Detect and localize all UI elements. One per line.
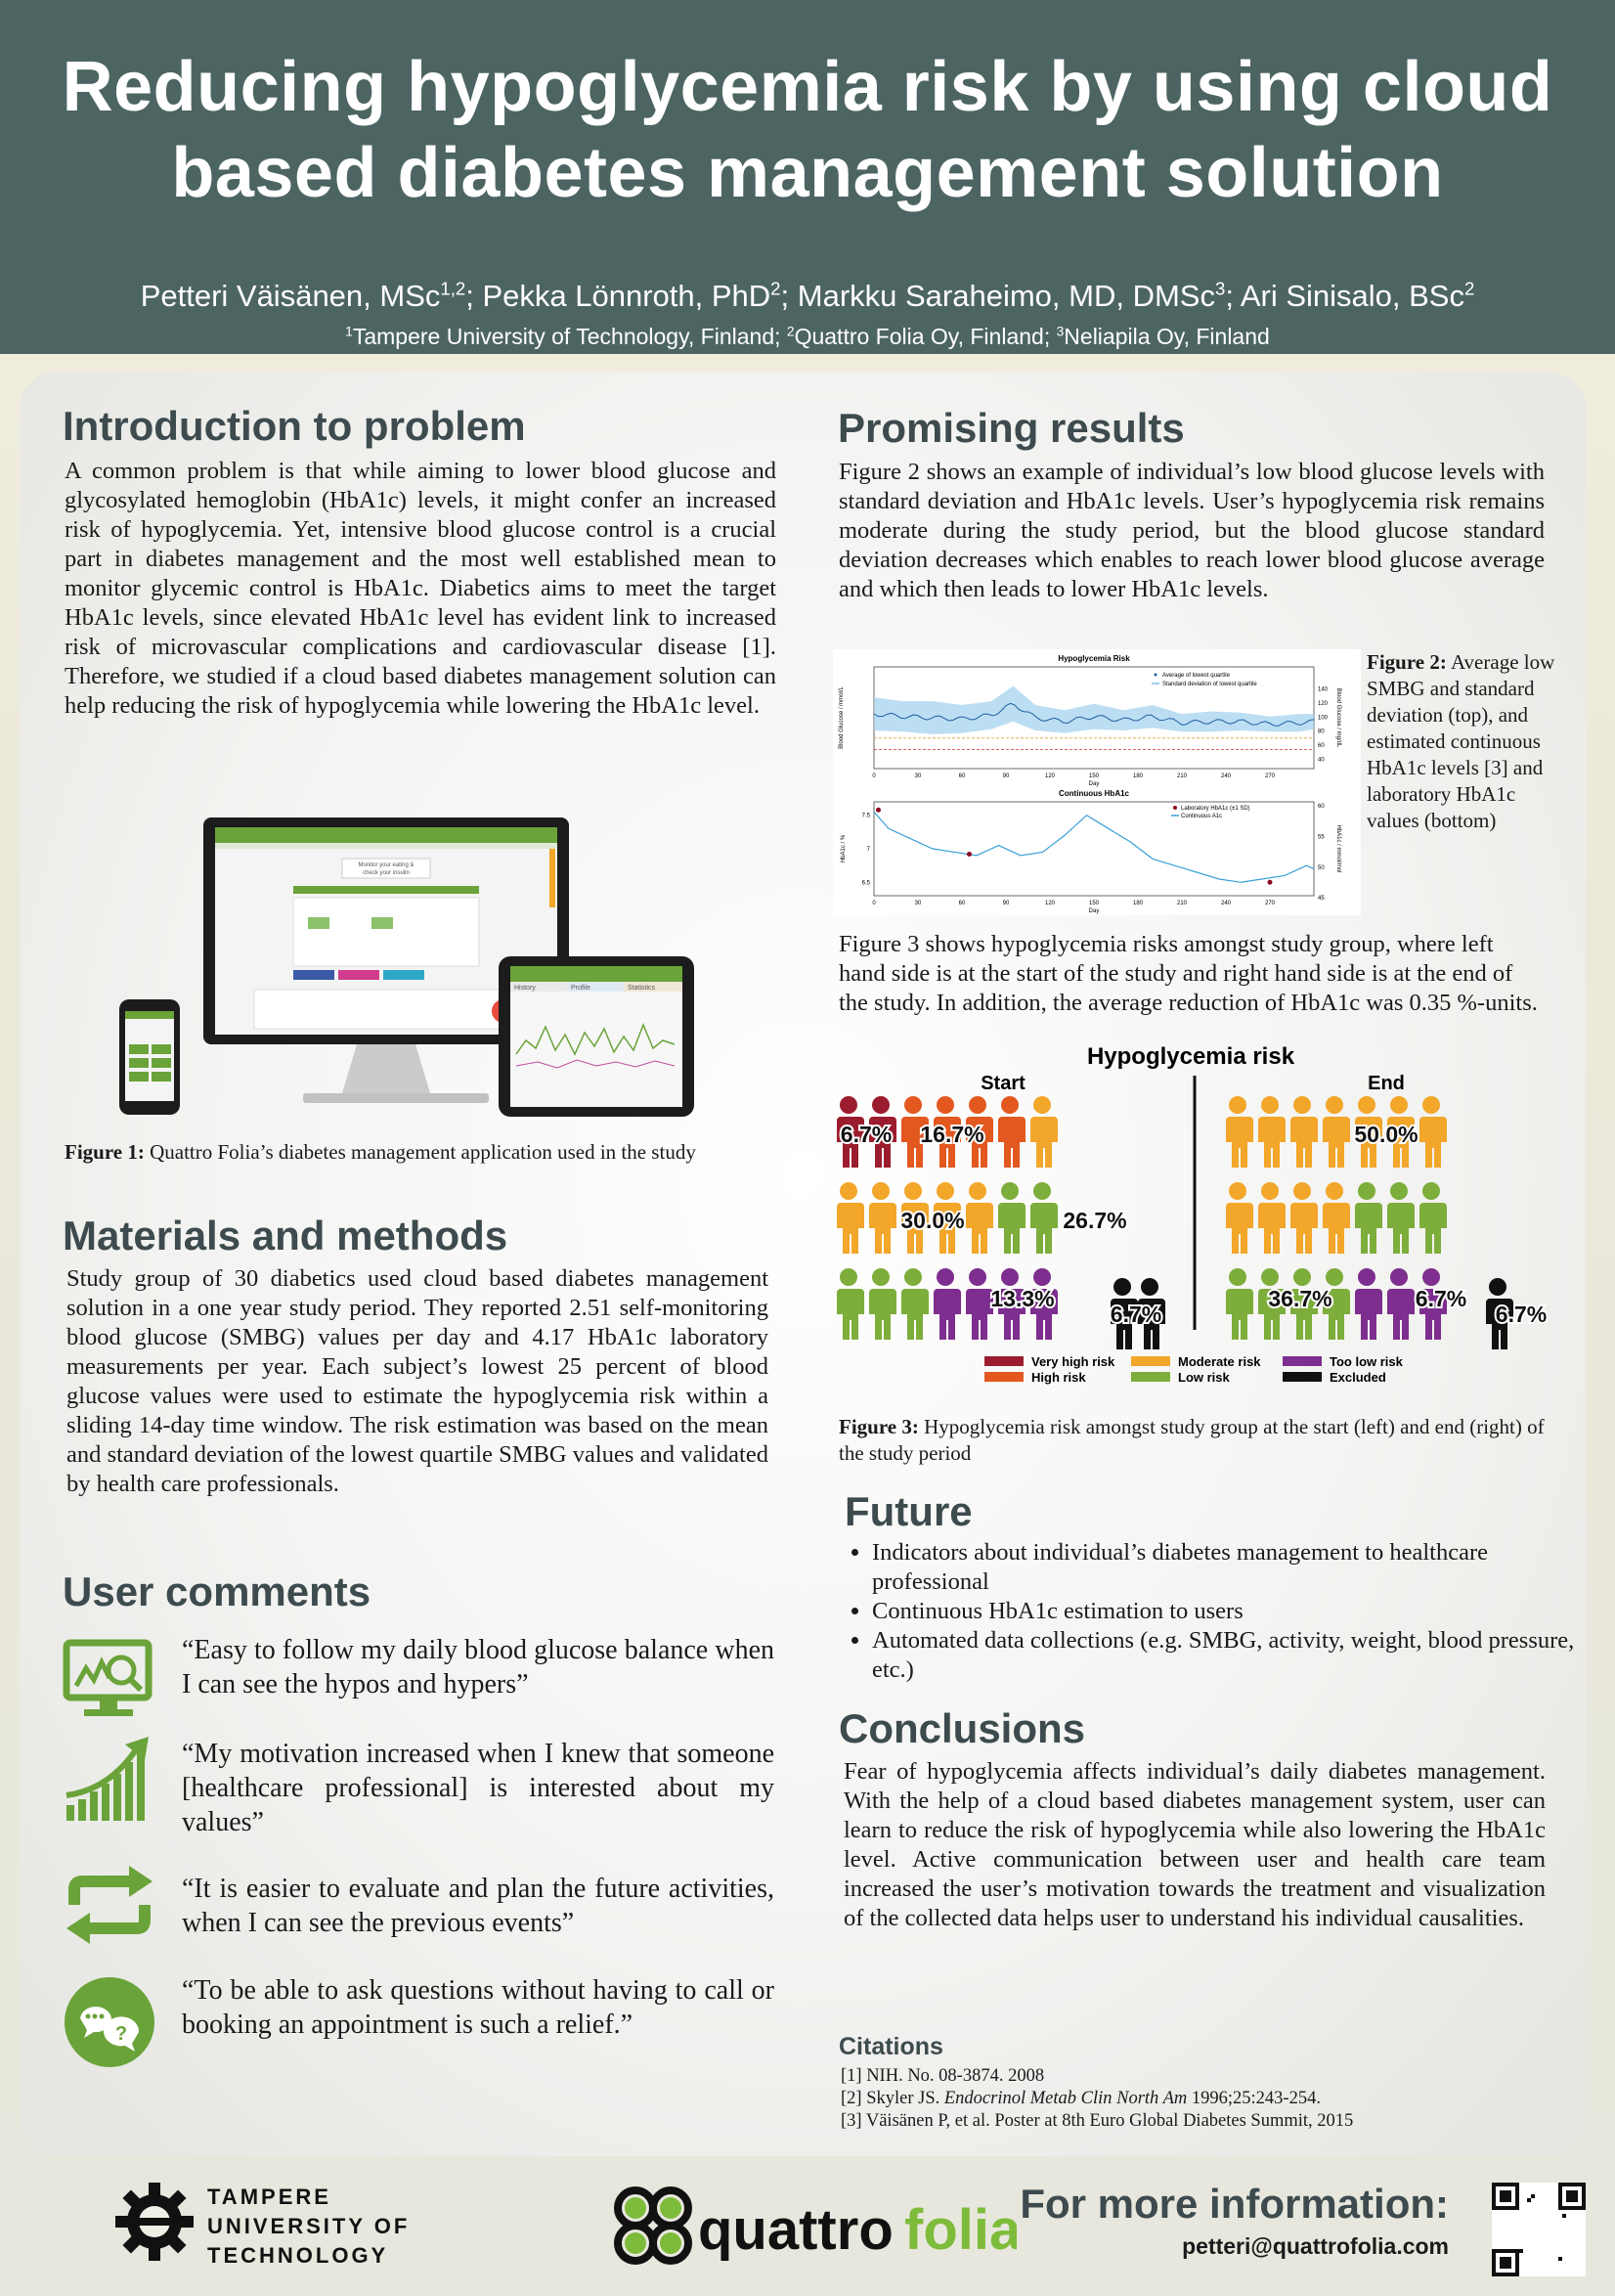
person-start xyxy=(837,1268,864,1340)
person-end xyxy=(1323,1096,1350,1168)
person-start xyxy=(901,1268,929,1340)
user-quote-2: “My motivation increased when I knew that someone [healthcare professional] is interested about my values” xyxy=(182,1739,774,1837)
chart2-continuous-line xyxy=(874,812,1314,882)
affiliation-list: $^1$Tampere University of Technology, Finland; $^2$Quattro Folia Oy, Finland; $^3$Neliapila Oy, Finland xyxy=(345,324,1270,349)
person-start xyxy=(966,1182,993,1254)
fig3-start-excluded-pct: 6.7% xyxy=(1110,1302,1162,1327)
chart1-sd-band xyxy=(874,686,1314,734)
citation-item: [1] NIH. No. 08-3874. 2008 xyxy=(841,2066,1045,2086)
figure3 xyxy=(833,1037,1556,1398)
contact-email[interactable]: petteri@quattrofolia.com xyxy=(1182,2233,1449,2259)
chart1-ytick-right: 120 xyxy=(1318,700,1329,707)
person-end xyxy=(1355,1268,1382,1340)
person-start xyxy=(998,1182,1026,1254)
methods-heading: Materials and methods xyxy=(63,1213,508,1258)
fig3-start-too-low-pct: 13.3% xyxy=(990,1286,1055,1311)
person-start xyxy=(869,1182,896,1254)
chart1-xtick: 90 xyxy=(1002,773,1010,779)
user-quote-4: “To be able to ask questions without having to call or booking an appointment is such a relief.” xyxy=(182,1975,774,2040)
author-name: Markku Saraheimo, MD, DMSc$^3$ xyxy=(797,278,1226,313)
fig3-legend-label: Very high risk xyxy=(1031,1354,1115,1369)
chart2-xtick: 240 xyxy=(1220,901,1232,906)
results-text-2: Figure 3 shows hypoglycemia risks amongst study group, where left hand side is at the start of the study and right hand side is at the end of the study. In addition, the average reduction of HbA1c was 0.35 %-units. xyxy=(839,931,1538,1016)
affiliation: $^2$Quattro Folia Oy, Finland xyxy=(786,324,1044,349)
chart1-xtick: 240 xyxy=(1220,773,1232,779)
person-end xyxy=(1387,1268,1415,1340)
chart2-xtick: 270 xyxy=(1264,901,1276,906)
fig3-legend-label: Excluded xyxy=(1330,1370,1386,1385)
future-item: • Automated data collections (e.g. SMBG, activity, weight, blood pressure, etc.) xyxy=(872,1626,1576,1685)
fig3-end-excluded-pct: 6.7% xyxy=(1495,1302,1548,1327)
chart2-ytick: 7 xyxy=(866,847,870,853)
fig3-legend-swatch xyxy=(984,1372,1024,1382)
chart2-title: Continuous HbA1c xyxy=(1059,789,1129,798)
person-start xyxy=(998,1096,1026,1168)
chart1-ytick-right: 140 xyxy=(1318,686,1329,693)
figure2-charts xyxy=(833,649,1361,915)
fig3-legend-label: Low risk xyxy=(1178,1370,1230,1385)
chart2-xtick: 0 xyxy=(872,901,876,906)
tut-line-3: TECHNOLOGY xyxy=(207,2243,389,2268)
chart1-legend-sd: Standard deviation of lowest quartile xyxy=(1162,682,1257,687)
fig3-legend-swatch xyxy=(984,1356,1024,1366)
citation-item: [2] Skyler JS. Endocrinol Metab Clin North Am 1996;25:243-254. xyxy=(841,2089,1321,2108)
poster-title xyxy=(0,0,1615,216)
chart1-ylabel-right: Blood Glucose / mg/dL xyxy=(1335,687,1341,748)
chart2-xtick: 30 xyxy=(914,901,922,906)
chart2-lab-point xyxy=(967,852,972,857)
user-quote-1: “Easy to follow my daily blood glucose balance when I can see the hypos and hypers” xyxy=(182,1635,774,1700)
figure1-caption: Figure 1: Quattro Folia’s diabetes management application used in the study xyxy=(65,1140,696,1164)
fig3-legend-label: Too low risk xyxy=(1330,1354,1403,1369)
fig3-start-low-pct: 26.7% xyxy=(1063,1208,1127,1233)
chart2-legend-marker-lab xyxy=(1173,806,1177,810)
more-info-label: For more information: xyxy=(1020,2181,1449,2227)
monitor-app-bar xyxy=(215,827,557,843)
phone-screen xyxy=(125,1011,174,1101)
conclusions-text: Fear of hypoglycemia affects individual’s daily diabetes management. With the help of a cloud based diabetes management system, user can learn to reduce the risk of hypoglycemia while also lowering the HbA1c level. Active communication between user and health care team increased the user’s motivation towards the treatment and visualization of the collected data helps user to understand his individual causalities. xyxy=(844,1758,1546,1931)
chart2-xtick: 180 xyxy=(1132,901,1144,906)
chart1-xlabel: Day xyxy=(1088,781,1100,787)
monitor-chart-icon xyxy=(61,1629,158,1727)
person-start xyxy=(1030,1182,1058,1254)
chart1-xtick: 150 xyxy=(1088,773,1100,779)
fig3-start-high-pct: 16.7% xyxy=(920,1122,984,1147)
author-name: Pekka Lönnroth, PhD$^2$ xyxy=(482,278,781,313)
monitor-stand xyxy=(342,1044,430,1093)
fig3-legend-swatch xyxy=(1283,1372,1322,1382)
fig3-legend-swatch xyxy=(1131,1372,1170,1382)
tablet-tab-statistics: Statistics xyxy=(628,985,656,992)
qf-name-a: quattro xyxy=(698,2198,894,2262)
chart2-lab-point xyxy=(1268,880,1273,885)
quattrofolia-logo xyxy=(606,2179,1017,2286)
chart1-ytick-right: 100 xyxy=(1318,715,1329,722)
chart2-xtick: 60 xyxy=(958,901,966,906)
user-quote-3: “It is easier to evaluate and plan the future activities, when I can see the previous events” xyxy=(182,1874,774,1938)
person-start xyxy=(1030,1096,1058,1168)
results-text-1: Figure 2 shows an example of individual’s low blood glucose levels with standard deviation and HbA1c levels. User’s hypoglycemia risk remains moderate during the study period, but the blood glucose standard deviation decreases which enables to reach lower blood glucose average and which then leads to lower HbA1c levels. xyxy=(839,459,1545,602)
chart1-ylabel: Blood Glucose / mmol/L xyxy=(839,686,845,749)
person-start xyxy=(869,1268,896,1340)
figure2-svg xyxy=(833,649,1361,915)
fig3-legend-label: Moderate risk xyxy=(1178,1354,1261,1369)
person-end xyxy=(1323,1182,1350,1254)
svg-text:?: ? xyxy=(114,2023,128,2045)
comments-heading: User comments xyxy=(63,1568,371,1614)
fig3-end-moderate-pct: 50.0% xyxy=(1354,1122,1419,1147)
qr-code-icon[interactable] xyxy=(1492,2183,1586,2276)
chart2-ytick: 6.5 xyxy=(861,880,870,887)
future-heading: Future xyxy=(845,1488,973,1534)
person-start xyxy=(837,1182,864,1254)
chart2-ytick-right: 55 xyxy=(1318,834,1325,841)
chart1-xtick: 60 xyxy=(958,773,966,779)
chart1-xtick: 180 xyxy=(1132,773,1144,779)
fig3-start-moderate-pct: 30.0% xyxy=(900,1208,965,1233)
tablet-tab-history: History xyxy=(514,985,536,992)
screen-text-1: Monitor your eating & xyxy=(358,862,415,868)
tut-line-1: TAMPERE xyxy=(207,2185,331,2209)
fig3-start-very-high-pct: 6.7% xyxy=(840,1122,893,1147)
citation-item: [3] Väisänen P, et al. Poster at 8th Euro Global Diabetes Summit, 2015 xyxy=(841,2111,1354,2131)
chart1-xtick: 30 xyxy=(914,773,922,779)
fig3-start-label: Start xyxy=(981,1073,1026,1094)
conclusions-heading: Conclusions xyxy=(839,1705,1086,1751)
screen-text-2: check your insulin xyxy=(363,870,410,876)
person-end xyxy=(1258,1182,1286,1254)
fig3-legend-swatch xyxy=(1283,1356,1322,1366)
author-list: Petteri Väisänen, MSc$^{1,2}$; Pekka Lönnroth, PhD$^2$; Markku Saraheimo, MD, DMSc$^3$; Ari Sinisalo, BSc$^2$ xyxy=(140,278,1475,313)
tablet-tab-profile: Profile xyxy=(571,985,590,992)
chart1-xtick: 0 xyxy=(872,773,876,779)
person-end xyxy=(1419,1096,1447,1168)
person-end xyxy=(1258,1096,1286,1168)
fig3-legend-label: High risk xyxy=(1031,1370,1086,1385)
tut-line-2: UNIVERSITY OF xyxy=(207,2214,411,2238)
fig3-legend-swatch xyxy=(1131,1356,1170,1366)
person-start xyxy=(966,1268,993,1340)
chart2-ylabel-right: HbA1c / mmol/mol xyxy=(1335,824,1341,873)
chart1-ytick-right: 80 xyxy=(1318,729,1325,735)
person-end xyxy=(1226,1268,1253,1340)
affiliation: $^3$Neliapila Oy, Finland xyxy=(1056,324,1270,349)
fig3-end-label: End xyxy=(1368,1073,1405,1094)
chart1-xtick: 210 xyxy=(1176,773,1188,779)
chart2-xtick: 120 xyxy=(1044,901,1056,906)
chart2-lab-point xyxy=(876,808,881,813)
person-end xyxy=(1355,1182,1382,1254)
chart2-ytick-right: 50 xyxy=(1318,864,1325,871)
future-list xyxy=(841,1538,1576,1685)
person-end xyxy=(1387,1182,1415,1254)
figure1-devices xyxy=(108,810,772,1132)
future-item: • Continuous HbA1c estimation to users xyxy=(872,1597,1576,1626)
tut-logo-gear-icon xyxy=(113,2181,196,2263)
person-end xyxy=(1226,1182,1253,1254)
chat-question-icon xyxy=(61,1973,158,2071)
title-line-1: Reducing hypoglycemia risk by using cloud xyxy=(62,48,1553,126)
chart1-legend-marker-avg xyxy=(1155,674,1157,677)
chart1-ytick-right: 60 xyxy=(1318,743,1325,750)
title-line-2: based diabetes management solution xyxy=(171,134,1444,212)
methods-text: Study group of 30 diabetics used cloud based diabetes management solution in a one year study period. They reported 2.51 self-monitoring blood glucose (SMBG) values per day and 4.17 HbA1c laboratory measurements per year. Each subject’s lowest 25 percent of blood glucose values were used to estimate the hypoglycemia risk within a sliding 14-day time window. The risk estimation was based on the mean and standard deviation of the lowest quartile SMBG values and validated by health care professionals. xyxy=(66,1265,768,1497)
fig3-end-low-pct: 36.7% xyxy=(1268,1286,1332,1311)
figure3-svg xyxy=(833,1037,1556,1398)
poster-header xyxy=(0,0,1615,354)
chart2-ytick-right: 60 xyxy=(1318,804,1325,811)
chart1-xtick: 120 xyxy=(1044,773,1056,779)
figure2-caption: Figure 2: Average low SMBG and standard deviation (top), and estimated continuous HbA1c levels [3] and laboratory HbA1c values (bottom) xyxy=(1367,650,1555,832)
citations-heading: Citations xyxy=(839,2033,943,2060)
devices-illustration xyxy=(108,810,772,1132)
chart2-xlabel: Day xyxy=(1088,908,1100,914)
chart2-xtick: 150 xyxy=(1088,901,1100,906)
person-end xyxy=(1290,1182,1318,1254)
chart2-ylabel: HbA1c / % xyxy=(841,834,847,863)
repeat-icon xyxy=(61,1856,158,1954)
author-name: Ari Sinisalo, BSc$^2$ xyxy=(1240,278,1475,313)
chart2-ytick: 7.5 xyxy=(861,813,870,819)
chart1-title: Hypoglycemia Risk xyxy=(1058,654,1130,663)
fig3-title: Hypoglycemia risk xyxy=(1086,1043,1295,1070)
future-item: • Indicators about individual’s diabetes management to healthcare professional xyxy=(872,1538,1576,1597)
results-heading: Promising results xyxy=(838,405,1185,451)
person-end xyxy=(1226,1096,1253,1168)
affiliation: $^1$Tampere University of Technology, Finland xyxy=(345,324,775,349)
chart1-ytick-right: 40 xyxy=(1318,757,1325,764)
author-name: Petteri Väisänen, MSc$^{1,2}$ xyxy=(140,278,466,313)
chart2-xtick: 210 xyxy=(1176,901,1188,906)
figure3-caption: Figure 3: Hypoglycemia risk amongst study group at the start (left) and end (right) of the study period xyxy=(839,1415,1545,1465)
chart2-legend-lab: Laboratory HbA1c (±1 SD) xyxy=(1181,806,1250,812)
growth-chart-icon xyxy=(61,1731,158,1829)
chart2-legend-cont: Continuous A1c xyxy=(1181,814,1223,819)
person-end xyxy=(1419,1182,1447,1254)
intro-text: A common problem is that while aiming to lower blood glucose and glycosylated hemoglobin (HbA1c) levels, it might confer an increased risk of hypoglycemia. Yet, intensive blood glucose control is a crucial part in diabetes management and the most well established mean to monitor glycemic control is HbA1c. Diabetics aims to meet the target HbA1c levels, since elevated HbA1c level has evident link to increased risk of microvascular complications and cardiovascular disease [1]. Therefore, we studied if a cloud based diabetes management solution can help reducing the risk of hypoglycemia while lowering the HbA1c level. xyxy=(65,458,776,719)
intro-heading: Introduction to problem xyxy=(63,403,526,449)
person-end xyxy=(1290,1096,1318,1168)
qf-name-b: folia xyxy=(904,2198,1017,2262)
citations-list xyxy=(841,2065,1554,2133)
fig3-end-too-low-pct: 6.7% xyxy=(1415,1286,1467,1311)
chart1-legend-avg: Average of lowest quartile xyxy=(1162,673,1230,679)
person-start xyxy=(934,1268,961,1340)
clover-icon xyxy=(606,2179,1017,2273)
chart1-xtick: 270 xyxy=(1264,773,1276,779)
chart2-ytick-right: 45 xyxy=(1318,896,1325,903)
chart2-xtick: 90 xyxy=(1002,901,1010,906)
contact-block xyxy=(1020,2181,1449,2260)
tut-logo-text xyxy=(207,2183,410,2271)
